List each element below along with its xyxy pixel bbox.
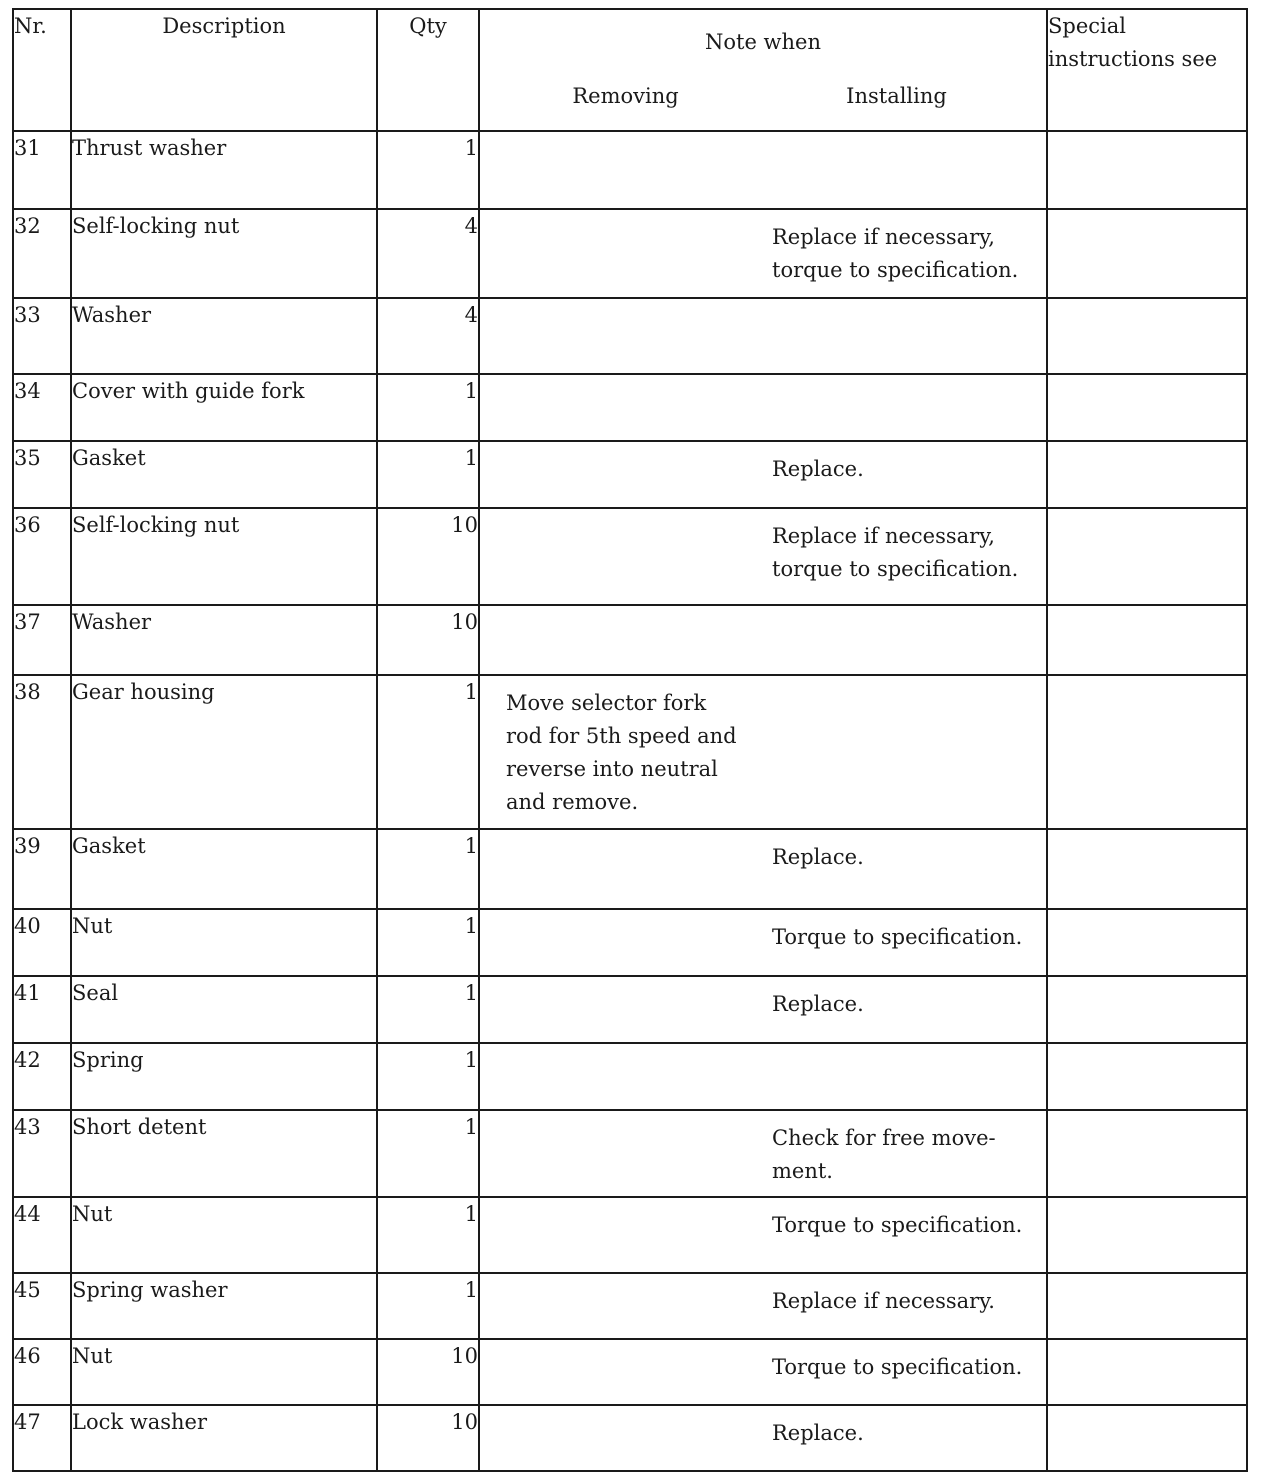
cell-special: [1047, 1197, 1247, 1273]
cell-nr: 36: [13, 508, 71, 605]
cell-removing: [480, 1285, 770, 1318]
cell-removing: [480, 1417, 770, 1450]
table-row: [13, 374, 1247, 441]
cell-description: Nut: [71, 1339, 377, 1405]
cell-installing: Replace if necessary, torque to specification.: [772, 524, 1019, 581]
cell-installing: Replace.: [772, 845, 864, 869]
cell-qty: 1: [377, 976, 479, 1043]
cell-removing: [480, 221, 770, 287]
cell-notes: [479, 829, 1047, 909]
cell-special: [1047, 441, 1247, 508]
cell-removing: Move selector fork rod for 5th speed and reverse into neutral and remove.: [506, 691, 737, 814]
cell-qty: 1: [377, 1273, 479, 1339]
table-row: [13, 829, 1247, 909]
cell-notes: [479, 976, 1047, 1043]
header-installing: Installing: [846, 84, 947, 108]
cell-installing: Replace if necessary.: [772, 1289, 995, 1313]
cell-special: [1047, 374, 1247, 441]
cell-nr: 38: [13, 675, 71, 829]
table-row: [13, 441, 1247, 508]
cell-description: Self-locking nut: [71, 508, 377, 605]
cell-qty: 1: [377, 1043, 479, 1110]
cell-nr: 33: [13, 298, 71, 374]
cell-removing: [480, 520, 770, 586]
note-when-subheaders: [480, 59, 1046, 113]
table-row: [13, 508, 1247, 605]
cell-nr: 37: [13, 605, 71, 675]
cell-notes: [479, 1273, 1047, 1339]
cell-nr: 46: [13, 1339, 71, 1405]
table-row: [13, 976, 1247, 1043]
cell-removing: [480, 921, 770, 954]
table-row: [13, 675, 1247, 829]
cell-special: [1047, 1405, 1247, 1471]
cell-special: [1047, 976, 1247, 1043]
cell-installing: Torque to specification.: [772, 1213, 1023, 1237]
table-row: [13, 209, 1247, 298]
cell-qty: 10: [377, 1339, 479, 1405]
cell-nr: 35: [13, 441, 71, 508]
header-qty: Qty: [377, 9, 479, 131]
cell-qty: 1: [377, 1110, 479, 1197]
cell-special: [1047, 1273, 1247, 1339]
table-row: [13, 909, 1247, 976]
table-row: [13, 605, 1247, 675]
cell-description: Seal: [71, 976, 377, 1043]
cell-special: [1047, 909, 1247, 976]
cell-nr: 31: [13, 131, 71, 209]
cell-notes: [479, 298, 1047, 374]
cell-qty: 1: [377, 909, 479, 976]
cell-installing: Check for free move- ment.: [772, 1126, 996, 1183]
cell-notes: [479, 131, 1047, 209]
header-special-instructions: Special instructions see: [1047, 9, 1247, 131]
header-note-when: [479, 9, 1047, 131]
cell-special: [1047, 508, 1247, 605]
cell-installing: [770, 687, 1046, 819]
cell-nr: 44: [13, 1197, 71, 1273]
cell-description: Spring washer: [71, 1273, 377, 1339]
cell-notes: [479, 1110, 1047, 1197]
cell-special: [1047, 1339, 1247, 1405]
cell-qty: 1: [377, 675, 479, 829]
cell-removing: [480, 1209, 770, 1242]
table-row: [13, 1405, 1247, 1471]
cell-nr: 34: [13, 374, 71, 441]
cell-qty: 1: [377, 1197, 479, 1273]
cell-notes: [479, 441, 1047, 508]
cell-nr: 47: [13, 1405, 71, 1471]
cell-description: Gasket: [71, 441, 377, 508]
cell-description: Gear housing: [71, 675, 377, 829]
cell-description: Nut: [71, 1197, 377, 1273]
cell-qty: 4: [377, 298, 479, 374]
cell-qty: 1: [377, 131, 479, 209]
note-when-title: Note when: [704, 30, 821, 54]
cell-description: Short detent: [71, 1110, 377, 1197]
cell-installing: Torque to specification.: [772, 1355, 1023, 1379]
header-row: [13, 9, 1247, 131]
cell-nr: 39: [13, 829, 71, 909]
cell-qty: 10: [377, 508, 479, 605]
header-nr: Nr.: [13, 9, 71, 131]
table-row: [13, 1110, 1247, 1197]
cell-removing: [480, 453, 770, 486]
cell-special: [1047, 675, 1247, 829]
cell-qty: 10: [377, 605, 479, 675]
header-description: Description: [71, 9, 377, 131]
cell-removing: [480, 1351, 770, 1384]
cell-notes: [479, 374, 1047, 441]
cell-description: Nut: [71, 909, 377, 976]
header-removing: Removing: [572, 84, 679, 108]
cell-description: Washer: [71, 298, 377, 374]
cell-description: Cover with guide fork: [71, 374, 377, 441]
cell-notes: [479, 1405, 1047, 1471]
cell-description: Lock washer: [71, 1405, 377, 1471]
cell-installing: Replace.: [772, 457, 864, 481]
cell-nr: 42: [13, 1043, 71, 1110]
cell-installing: Torque to specification.: [772, 925, 1023, 949]
cell-special: [1047, 605, 1247, 675]
cell-special: [1047, 1110, 1247, 1197]
cell-description: Spring: [71, 1043, 377, 1110]
parts-table: [12, 8, 1248, 1472]
table-row: [13, 1197, 1247, 1273]
table-row: [13, 298, 1247, 374]
table-row: [13, 131, 1247, 209]
table-row: [13, 1339, 1247, 1405]
cell-description: Washer: [71, 605, 377, 675]
cell-qty: 4: [377, 209, 479, 298]
cell-description: Gasket: [71, 829, 377, 909]
cell-notes: [479, 508, 1047, 605]
cell-nr: 41: [13, 976, 71, 1043]
cell-nr: 45: [13, 1273, 71, 1339]
cell-notes: [479, 1043, 1047, 1110]
cell-removing: [480, 841, 770, 874]
cell-nr: 40: [13, 909, 71, 976]
table-row: [13, 1043, 1247, 1110]
cell-notes: [479, 209, 1047, 298]
cell-notes: [479, 1197, 1047, 1273]
table-row: [13, 1273, 1247, 1339]
cell-qty: 1: [377, 441, 479, 508]
cell-notes: [479, 909, 1047, 976]
cell-installing: Replace if necessary, torque to specification.: [772, 225, 1019, 282]
cell-notes: [479, 1339, 1047, 1405]
cell-special: [1047, 209, 1247, 298]
cell-special: [1047, 829, 1247, 909]
table-body: [13, 131, 1247, 1471]
cell-removing: [480, 988, 770, 1021]
cell-notes: [479, 675, 1047, 829]
cell-special: [1047, 298, 1247, 374]
cell-qty: 10: [377, 1405, 479, 1471]
cell-notes: [479, 605, 1047, 675]
cell-description: Thrust washer: [71, 131, 377, 209]
cell-installing: Replace.: [772, 992, 864, 1016]
cell-special: [1047, 131, 1247, 209]
cell-removing: [480, 1122, 770, 1188]
cell-description: Self-locking nut: [71, 209, 377, 298]
cell-qty: 1: [377, 829, 479, 909]
cell-special: [1047, 1043, 1247, 1110]
cell-installing: Replace.: [772, 1421, 864, 1445]
cell-qty: 1: [377, 374, 479, 441]
cell-nr: 32: [13, 209, 71, 298]
cell-nr: 43: [13, 1110, 71, 1197]
